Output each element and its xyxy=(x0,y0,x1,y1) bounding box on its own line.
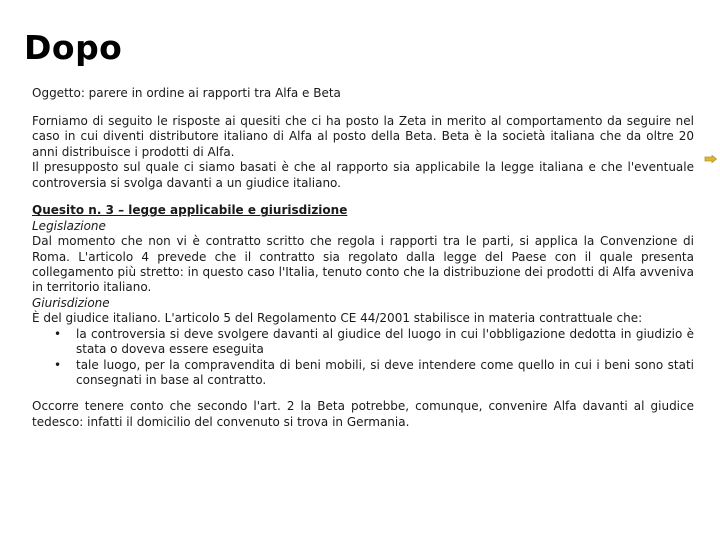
closing-paragraph: Occorre tenere conto che secondo l'art. 2 la Beta potrebbe, comunque, convenire Alfa davanti al giudice tedesco: infatti il domicilio del convenuto si trova in Germania. xyxy=(32,399,694,429)
list-item xyxy=(32,327,694,358)
list-item-text: tale luogo, per la compravendita di beni mobili, si deve intendere come quello in cui i beni sono stati consegnati in base al contratto. xyxy=(76,357,694,387)
document-body xyxy=(32,86,694,430)
subheading-legislazione: Legislazione xyxy=(32,218,106,233)
section-heading: Quesito n. 3 – legge applicabile e giurisdizione xyxy=(32,203,348,218)
intro-paragraph-1: Forniamo di seguito le risposte ai quesiti che ci ha posto la Zeta in merito al comportamento da seguire nel caso in cui diventi distributore italiano di Alfa al posto della Beta. Beta è la società italiana che da oltre 20 anni distribuisce i prodotti di Alfa. xyxy=(32,113,694,159)
paragraph-giurisdizione: È del giudice italiano. L'articolo 5 del Regolamento CE 44/2001 stabilisce in materia contrattuale che: xyxy=(32,311,643,326)
hand-pointer-icon xyxy=(704,152,718,166)
slide-title: Dopo xyxy=(24,28,123,67)
subheading-giurisdizione: Giurisdizione xyxy=(32,295,110,310)
bullet-list xyxy=(32,327,694,389)
subject-line: Oggetto: parere in ordine ai rapporti tra Alfa e Beta xyxy=(32,86,341,100)
list-item-text: la controversia si deve svolgere davanti al giudice del luogo in cui l'obbligazione dedotta in giudizio è stata o doveva essere eseguita xyxy=(76,326,694,357)
paragraph-legislazione: Dal momento che non vi è contratto scritto che regola i rapporti tra le parti, si applica la Convenzione di Roma. L'articolo 4 prevede che il contratto sia regolato dalla legge del Paese con il quale presenta collegamento più stretto: in questo caso l'Italia, tenuto conto che la distribuzione dei prodotti di Alfa avveniva in territorio italiano. xyxy=(32,234,694,295)
bullet-icon: • xyxy=(54,326,62,341)
list-item xyxy=(32,358,694,389)
intro-paragraph-2: Il presupposto sul quale ci siamo basati è che al rapporto sia applicabile la legge italiana e che l'eventuale controversia si svolga davanti a un giudice italiano. xyxy=(32,160,694,190)
bullet-icon: • xyxy=(54,357,62,372)
